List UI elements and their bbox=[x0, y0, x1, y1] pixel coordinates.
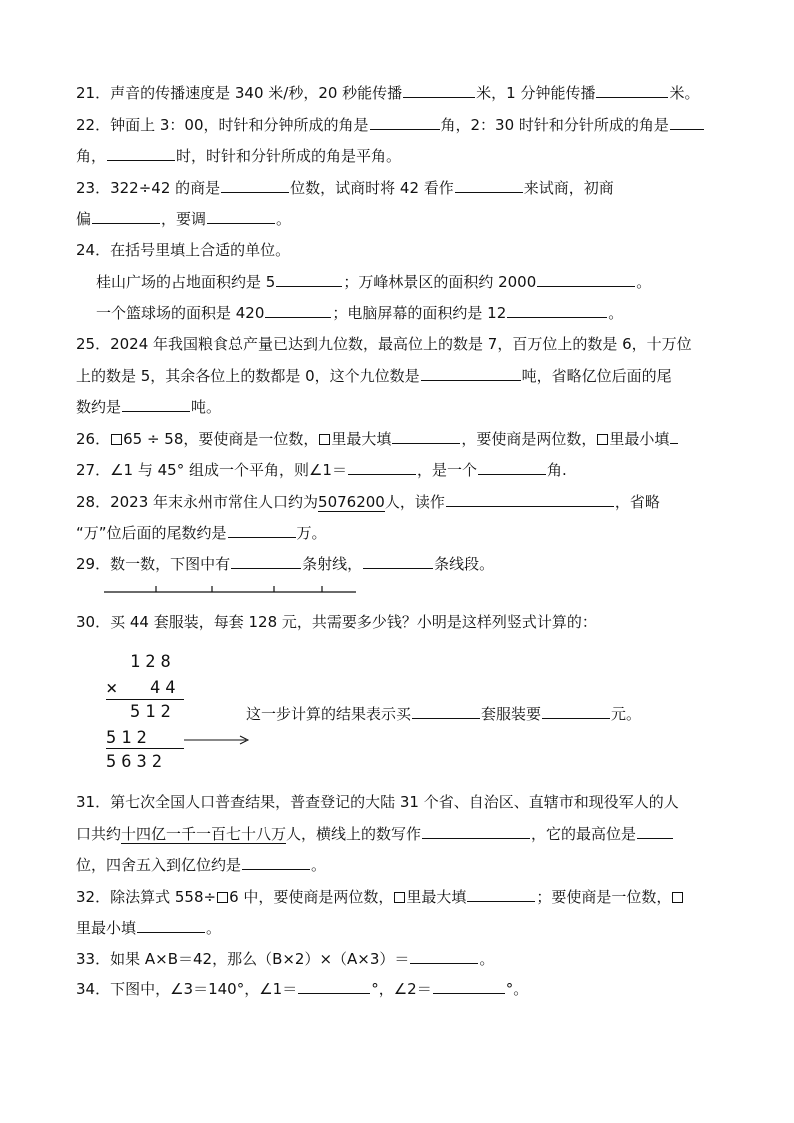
box-placeholder-icon bbox=[597, 434, 608, 445]
underlined-number: 十四亿一千一百七十八万 bbox=[121, 825, 287, 843]
question-26: 26． 65 ÷ 58，要使商是一位数， 里最大填 ，要使商是两位数， 里最小填 bbox=[76, 428, 679, 448]
question-32: 32．除法算式 558÷ 6 中，要使商是两位数， 里最大填 ；要使商是一位数， bbox=[76, 886, 684, 906]
answer-blank[interactable] bbox=[107, 145, 175, 161]
answer-blank[interactable] bbox=[392, 428, 460, 444]
answer-blank[interactable] bbox=[446, 491, 614, 507]
answer-blank[interactable] bbox=[421, 365, 521, 381]
question-21: 21．声音的传播速度是 340 米/秒，20 秒能传播 米，1 分钟能传播 米。 bbox=[76, 84, 700, 102]
answer-blank[interactable] bbox=[507, 302, 607, 318]
answer-blank[interactable] bbox=[410, 948, 478, 964]
answer-blank[interactable] bbox=[403, 82, 475, 98]
answer-blank[interactable] bbox=[596, 82, 668, 98]
answer-blank[interactable] bbox=[276, 271, 342, 287]
question-29: 29．数一数，下图中有 条射线， 条线段。 bbox=[76, 555, 495, 573]
answer-blank[interactable] bbox=[265, 302, 331, 318]
answer-blank[interactable] bbox=[412, 703, 480, 719]
rule-line bbox=[106, 748, 184, 749]
answer-blank[interactable] bbox=[137, 917, 205, 933]
question-28-cont: “万”位后面的尾数约是 万。 bbox=[76, 524, 327, 542]
answer-blank[interactable] bbox=[537, 271, 635, 287]
question-23: 23．322÷42 的商是 位数，试商时将 42 看作 来试商，初商 bbox=[76, 179, 614, 197]
box-placeholder-icon bbox=[672, 892, 683, 903]
answer-blank[interactable] bbox=[231, 553, 301, 569]
answer-blank[interactable] bbox=[478, 459, 546, 475]
question-28: 28．2023 年末永州市常住人口约为5076200人，读作 ，省略 bbox=[76, 493, 660, 511]
answer-blank[interactable] bbox=[422, 823, 530, 839]
answer-blank[interactable] bbox=[467, 886, 535, 902]
question-34: 34．下图中，∠3＝140°，∠1＝ °，∠2＝ °。 bbox=[76, 980, 529, 998]
multiplier: 44 bbox=[150, 678, 181, 698]
question-25-cont2: 数约是 吨。 bbox=[76, 398, 222, 416]
answer-blank[interactable] bbox=[370, 114, 440, 130]
question-24-row2: 一个篮球场的面积是 420 ；电脑屏幕的面积约是 12 。 bbox=[96, 304, 624, 322]
answer-blank[interactable] bbox=[670, 428, 678, 444]
question-31-cont2: 位，四舍五入到亿位约是 。 bbox=[76, 856, 327, 874]
question-27: 27．∠1 与 45° 组成一个平角，则∠1＝ ，是一个 角. bbox=[76, 461, 567, 479]
answer-blank[interactable] bbox=[221, 177, 289, 193]
product: 5632 bbox=[106, 752, 167, 772]
answer-blank[interactable] bbox=[670, 114, 704, 130]
answer-blank[interactable] bbox=[207, 208, 275, 224]
arrow-icon bbox=[184, 734, 252, 746]
question-30: 30．买 44 套服装，每套 128 元，共需要多少钱？小明是这样列竖式计算的： bbox=[76, 613, 597, 631]
box-placeholder-icon bbox=[319, 434, 330, 445]
box-placeholder-icon bbox=[111, 434, 122, 445]
rule-line bbox=[106, 699, 184, 700]
answer-blank[interactable] bbox=[637, 823, 673, 839]
answer-blank[interactable] bbox=[228, 522, 296, 538]
question-30-answer: 这一步计算的结果表示买 套服装要 元。 bbox=[246, 705, 642, 723]
answer-blank[interactable] bbox=[242, 854, 310, 870]
question-32-cont: 里最小填 。 bbox=[76, 919, 222, 937]
question-24: 24．在括号里填上合适的单位。 bbox=[76, 241, 291, 259]
partial-product-2: 512 bbox=[106, 728, 152, 748]
answer-blank[interactable] bbox=[363, 553, 433, 569]
question-33: 33．如果 A×B＝42，那么（B×2）×（A×3）＝ 。 bbox=[76, 950, 495, 968]
question-24-row1: 桂山广场的占地面积约是 5 ；万峰林景区的面积约 2000 。 bbox=[96, 273, 652, 291]
question-31-cont1: 口共约十四亿一千一百七十八万人，横线上的数写作 ，它的最高位是 bbox=[76, 823, 674, 843]
partial-product-1: 512 bbox=[130, 702, 176, 722]
box-placeholder-icon bbox=[394, 892, 405, 903]
answer-blank[interactable] bbox=[542, 703, 610, 719]
question-31: 31．第七次全国人口普查结果，普查登记的大陆 31 个省、自治区、直辖市和现役军人的人 bbox=[76, 793, 679, 811]
answer-blank[interactable] bbox=[348, 459, 416, 475]
question-23-cont: 偏 ，要调 。 bbox=[76, 210, 292, 228]
underlined-number: 5076200 bbox=[318, 493, 385, 511]
question-22: 22．钟面上 3：00，时针和分钟所成的角是 角，2：30 时针和分针所成的角是 bbox=[76, 114, 705, 134]
answer-blank[interactable] bbox=[433, 978, 505, 994]
times-sign: × bbox=[106, 677, 123, 699]
line-segment-figure bbox=[104, 580, 364, 600]
question-25-cont1: 上的数是 5，其余各位上的数都是 0，这个九位数是 吨，省略亿位后面的尾 bbox=[76, 367, 672, 385]
vertical-multiplication bbox=[100, 650, 260, 780]
question-25: 25．2024 年我国粮食总产量已达到九位数，最高位上的数是 7，百万位上的数是 6，十万位 bbox=[76, 335, 692, 353]
box-placeholder-icon bbox=[217, 892, 228, 903]
multiplicand: 128 bbox=[130, 652, 176, 672]
question-22-cont: 角， 时，时针和分针所成的角是平角。 bbox=[76, 147, 402, 165]
answer-blank[interactable] bbox=[92, 208, 160, 224]
answer-blank[interactable] bbox=[122, 396, 190, 412]
answer-blank[interactable] bbox=[455, 177, 523, 193]
answer-blank[interactable] bbox=[298, 978, 370, 994]
